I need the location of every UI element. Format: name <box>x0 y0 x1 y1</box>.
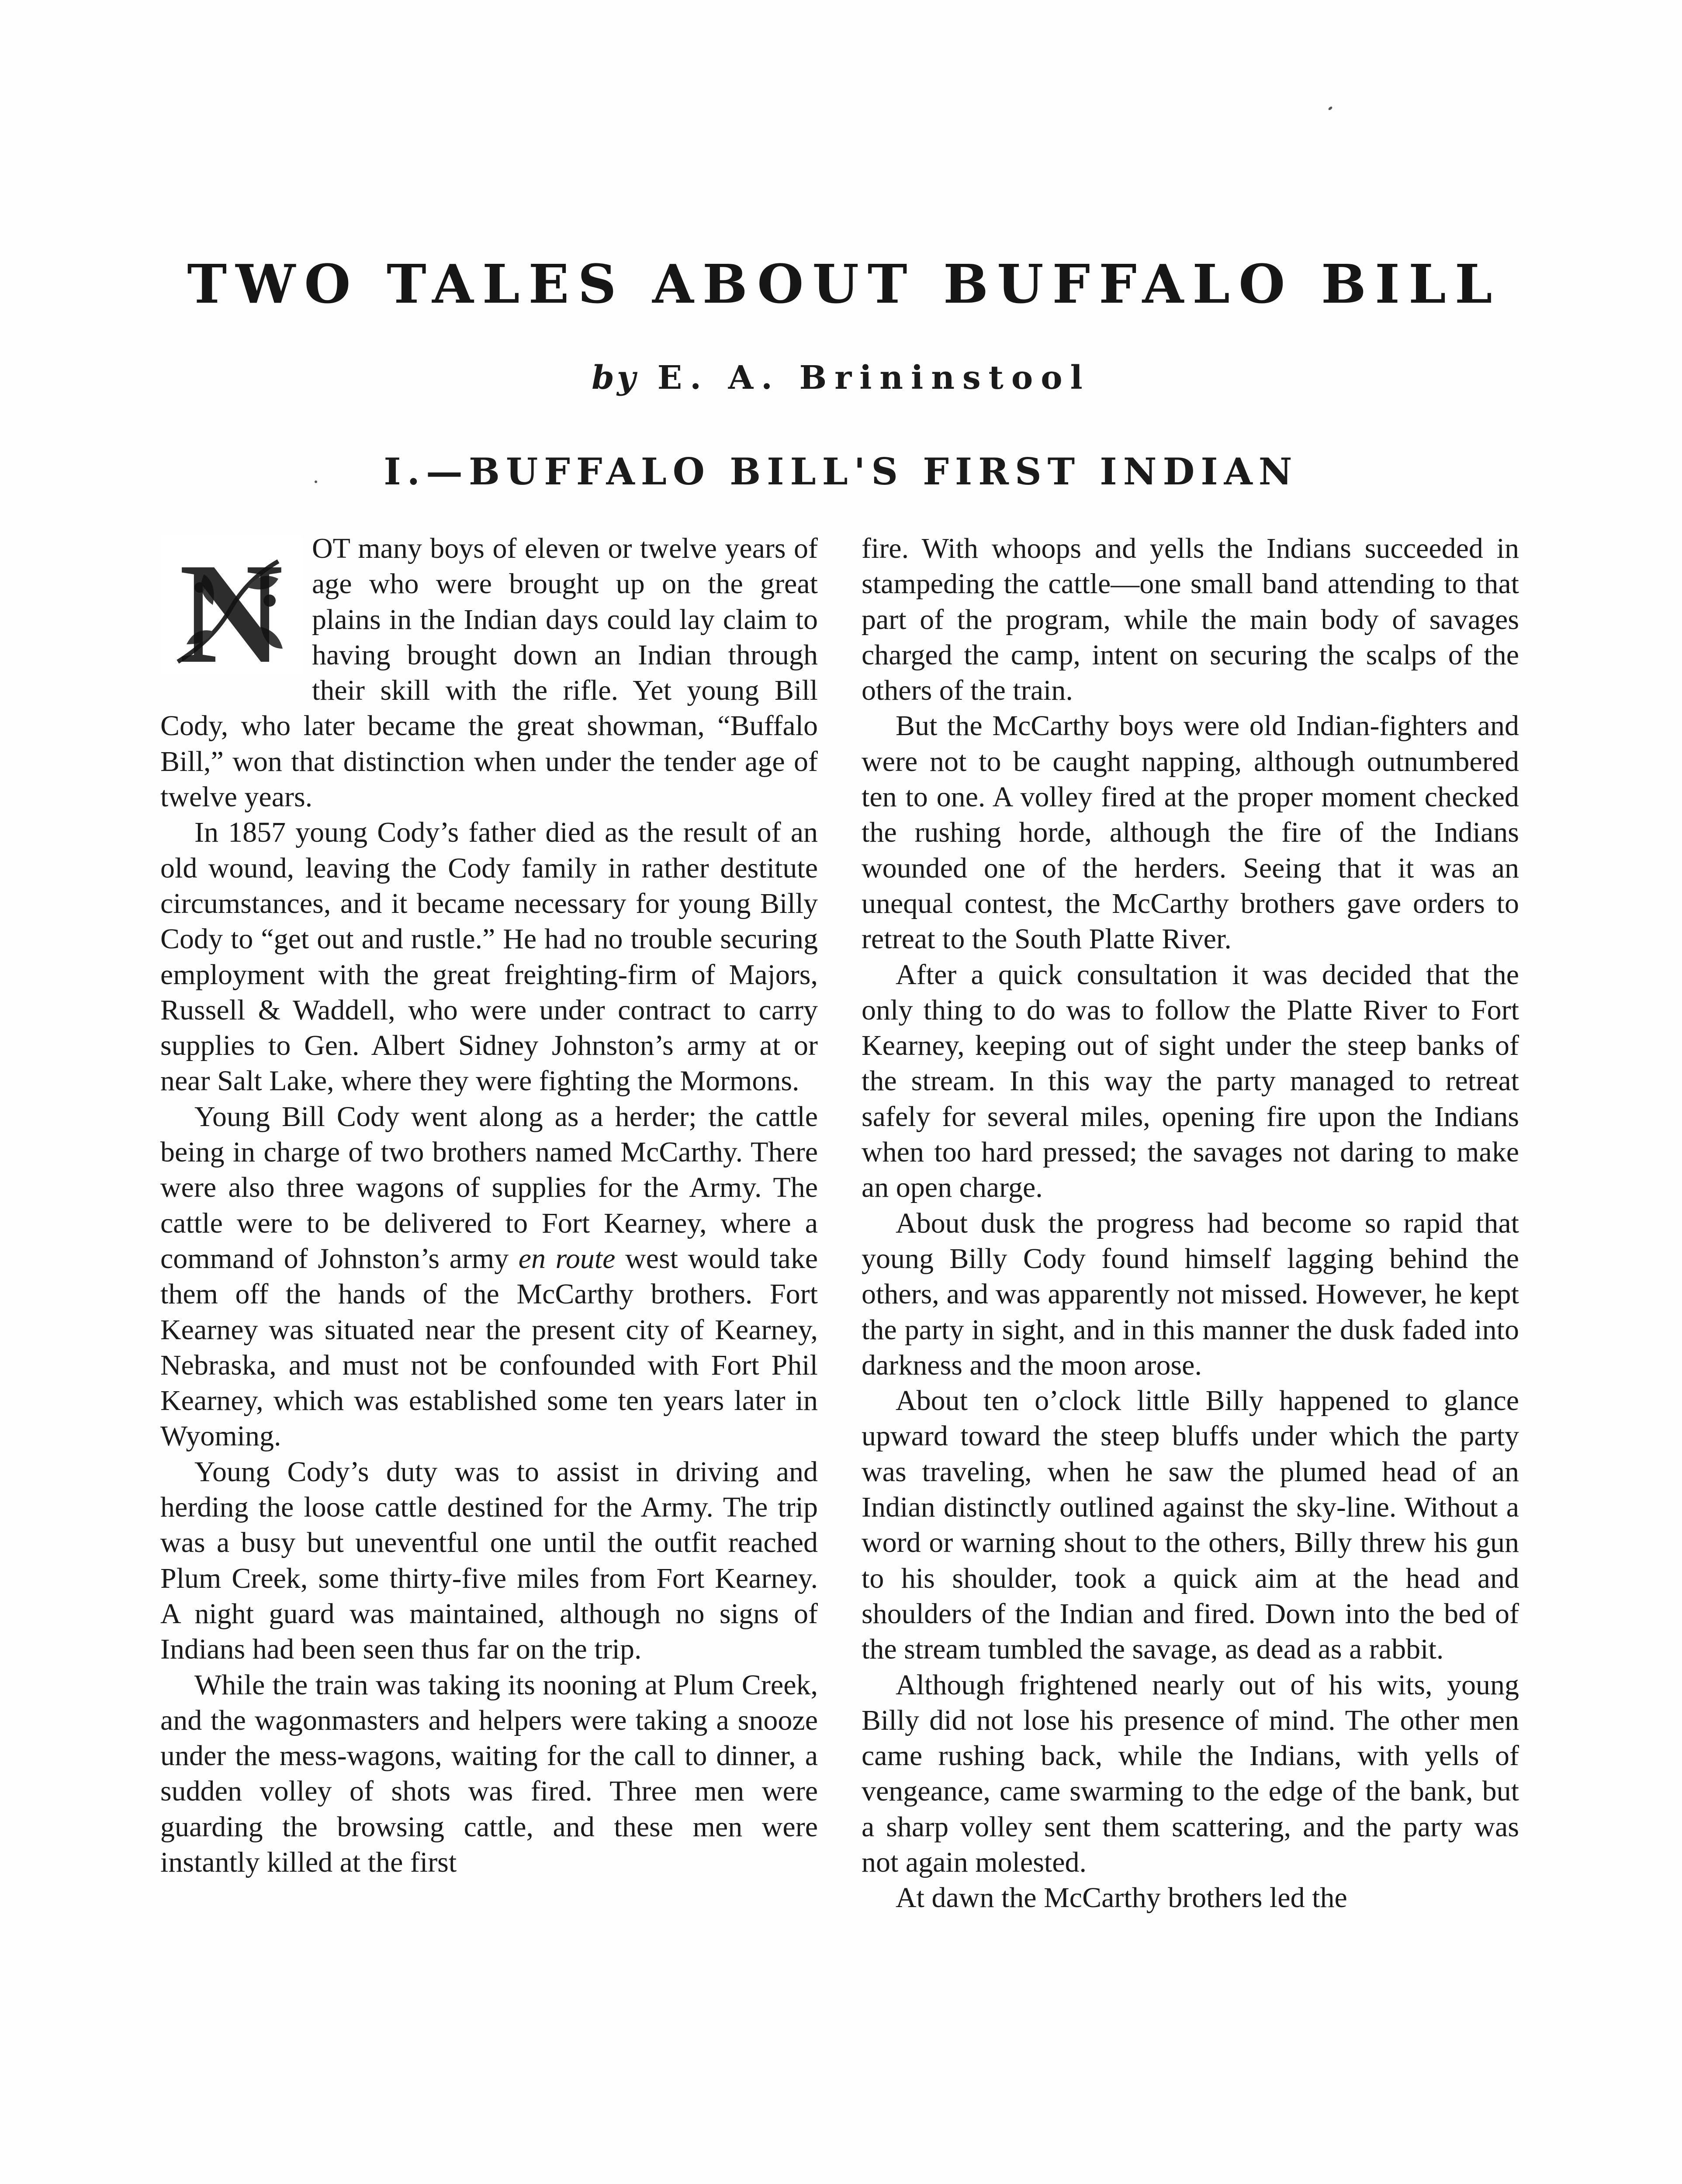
paragraph-9: About dusk the progress had become so rapid that young Billy Cody found himself lagging behind the others, and was apparently not missed. However, he kept the party in sight, and in this manner the dusk faded into darkness and the moon arose. <box>862 1207 1519 1381</box>
svg-text:N: N <box>179 535 284 675</box>
paragraph-6: fire. With whoops and yells the Indians succeeded in stampeding the cattle—one small band attending to that part of the program, while the main body of savages charged the camp, intent on securing the scalps of the others of the train. <box>862 532 1519 707</box>
paragraph-11: Although frightened nearly out of his wits, young Billy did not lose his presence of mind. The other men came rushing back, while the Indians, with yells of vengeance, came swarming to the edge of the bank, but a sharp volley sent them scattering, and the party was not again molested. <box>862 1669 1519 1878</box>
byline <box>0 354 1682 402</box>
paragraph-10: About ten o’clock little Billy happened to glance upward toward the steep bluffs under which the party was traveling, when he saw the plumed head of an Indian distinctly outlined against the sky-line. Without a word or warning shout to the others, Billy threw his gun to his shoulder, took a quick aim at the head and shoulders of the Indian and fired. Down into the bed of the stream tumbled the savage, as dead as a rabbit. <box>862 1385 1519 1666</box>
paragraph-1 <box>160 531 818 815</box>
paragraph-7: But the McCarthy boys were old Indian-fighters and were not to be caught napping, although outnumbered ten to one. A volley fired at the proper moment checked the rushing horde, although the fire of the Indians wounded one of the herders. Seeing that it was an unequal contest, the McCarthy brothers gave orders to retreat to the South Platte River. <box>862 710 1519 955</box>
paragraph-4: Young Cody’s duty was to assist in driving and herding the loose cattle destined for the Army. The trip was a busy but uneventful one until the outfit reached Plum Creek, some thirty-five miles from Fort Kearney. A night guard was maintained, although no signs of Indians had been seen thus far on the trip. <box>160 1455 818 1666</box>
drop-cap-ornament <box>160 535 302 675</box>
drop-cap-n-icon <box>160 535 302 675</box>
byline-author: E. A. Brininstool <box>657 359 1090 397</box>
right-column <box>862 531 1519 1916</box>
print-speck <box>315 480 317 483</box>
paragraph-3-text-a: Young Bill Cody went along as a herder; the cattle being in charge of two brothers named McCarthy. There were also three wagons of supplies for the Army. The cattle were to be delivered to Fort Kearney, where a command of Johnston’s army <box>160 1100 818 1275</box>
paragraph-1-text: OT many boys of eleven or twelve years of age who were brought up on the great plains in the Indian days could lay claim to having brought down an Indian through their skill with the rifle. Yet young Bill Cody, who later became the great showman, “Buffalo Bill,” won that distinction when under the tender age of twelve years. <box>160 532 818 813</box>
byline-prefix: by <box>592 359 639 397</box>
article-title: TWO TALES ABOUT BUFFALO BILL <box>187 252 1501 315</box>
paragraph-3 <box>160 1099 818 1454</box>
paragraph-5: While the train was taking its nooning at Plum Creek, and the wagonmasters and helpers were taking a snooze under the mess-wagons, waiting for the call to dinner, a sudden volley of shots was fired. Three men were guarding the browsing cattle, and these men were instantly killed at the first <box>160 1669 818 1878</box>
section-title: I.—BUFFALO BILL'S FIRST INDIAN <box>384 450 1298 493</box>
left-column <box>160 531 818 1880</box>
paragraph-3-text-b: west would take them off the hands of the McCarthy brothers. Fort Kearney was situated near the present city of Kearney, Nebraska, and must not be confounded with Fort Phil Kearney, which was established some ten years later in Wyoming. <box>160 1242 818 1452</box>
paragraph-3-italic: en route <box>518 1242 616 1275</box>
paragraph-2: In 1857 young Cody’s father died as the result of an old wound, leaving the Cody family in rather destitute circumstances, and it became necessary for young Billy Cody to “get out and rustle.” He had no trouble securing employment with the great freighting-firm of Majors, Russell & Waddell, who were under contract to carry supplies to Gen. Albert Sidney Johnston’s army at or near Salt Lake, where they were fighting the Mormons. <box>160 816 818 1097</box>
print-speck <box>1328 106 1333 111</box>
paragraph-12: At dawn the McCarthy brothers led the <box>896 1882 1347 1914</box>
paragraph-8: After a quick consultation it was decided that the only thing to do was to follow the Platte River to Fort Kearney, keeping out of sight under the steep banks of the stream. In this way the party managed to retreat safely for several miles, opening fire upon the Indians when too hard pressed; the savages not daring to make an open charge. <box>862 958 1519 1204</box>
